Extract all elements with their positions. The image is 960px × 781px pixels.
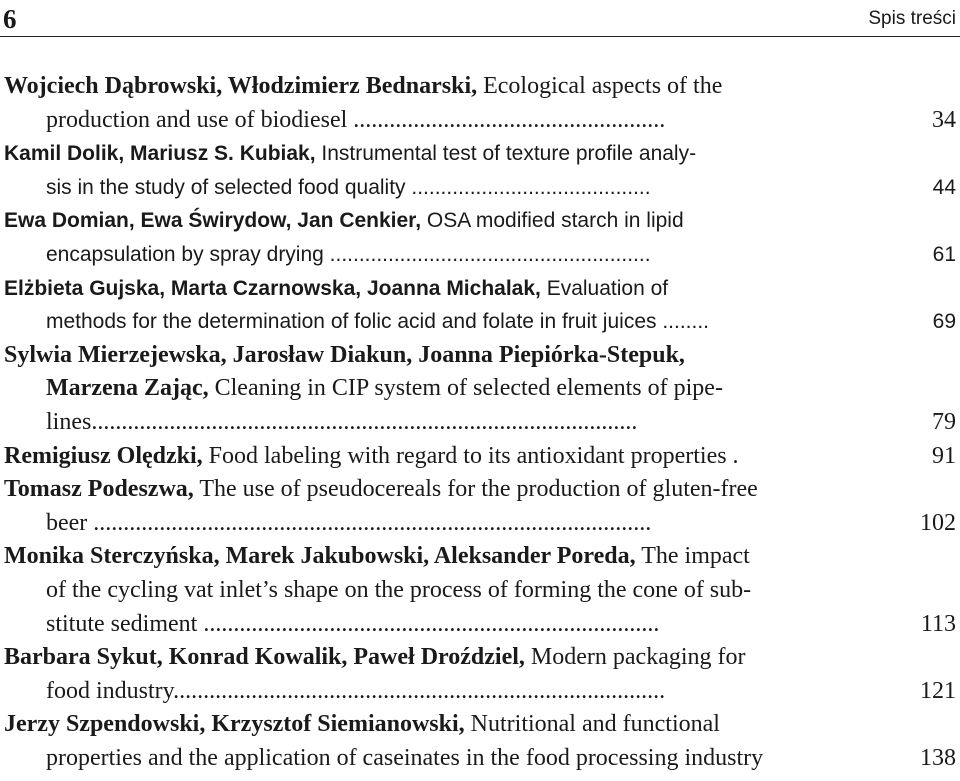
toc-entry-line [4,675,956,709]
toc-entry [4,708,956,775]
toc-entry-line [4,339,956,373]
toc-entry-title: Modern packaging for [524,644,746,671]
toc-entry-title: Cleaning in CIP system of selected elements of pipe- [208,375,723,402]
toc-entry [4,540,956,641]
page-number: 6 [3,4,17,34]
toc-entry-line [4,473,956,507]
toc-entry-page-number: 121 [920,677,956,704]
toc-entry-authors: Sylwia Mierzejewska, Jarosław Diakun, Joanna Piepiórka-Stepuk, [4,341,685,368]
toc-entry-line [4,272,956,306]
toc-entry-title: food industry.................................................................................. [46,677,666,704]
toc-entry-title: methods for the determination of folic acid and folate in fruit juices ........ [46,310,710,334]
toc-entry-page-number: 69 [932,310,956,334]
header-rule [0,36,960,37]
toc-entry-title: properties and the application of caseinates in the food processing industry [46,744,764,771]
toc-entry-title: sis in the study of selected food quality ......................................... [46,175,651,199]
toc-entry [4,339,956,440]
toc-entry-title: Food labeling with regard to its antioxidant properties . [202,442,739,469]
running-head: Spis treści [868,8,956,29]
toc-entry [4,272,956,339]
toc-entry [4,137,956,204]
toc-entry-title: stitute sediment ............................................................................ [46,610,660,637]
toc-entry-authors: Wojciech Dąbrowski, Włodzimierz Bednarski, [4,73,478,99]
toc-entry-line [4,608,956,642]
toc-entry-page-number: 79 [932,408,956,435]
toc-entry-authors: Barbara Sykut, Konrad Kowalik, Paweł Droździel, [4,644,525,671]
toc-entry-title: lines........................................................................................... [46,408,638,435]
toc-entry-page-number: 61 [932,242,956,266]
toc-entry-title: encapsulation by spray drying ....................................................... [46,242,651,266]
toc-entry-authors: Jerzy Szpendowski, Krzysztof Siemianowski, [4,711,465,738]
toc-entry-authors: Marzena Zając, [46,375,209,402]
toc-entry [4,473,956,540]
toc-entry-line [4,104,956,138]
toc-entry-line [4,70,956,104]
toc-entry-title: The impact [635,543,750,570]
toc-entry-title: OSA modified starch in lipid [421,209,684,233]
toc-entry-authors: Monika Sterczyńska, Marek Jakubowski, Aleksander Poreda, [4,543,636,570]
toc-entry-line [4,708,956,742]
toc-entry-title: Ecological aspects of the [477,73,723,99]
toc-entry [4,440,956,474]
toc-entry-authors: Kamil Dolik, Mariusz S. Kubiak, [4,142,316,166]
toc-entry-title: Nutritional and functional [464,711,720,738]
toc-entry-title: production and use of biodiesel .................................................... [46,106,666,133]
toc-entry-title: beer ............................................................................................. [46,509,652,536]
toc-entry-title: Instrumental test of texture profile analy- [315,142,697,166]
toc-entry-line [4,305,956,339]
toc-entry-line [4,204,956,238]
toc-entry-line [4,440,956,474]
toc-entry-line [4,372,956,406]
toc-entry-line [4,137,956,171]
toc-entry-title: Evaluation of [540,276,669,300]
toc-entry-line [4,641,956,675]
toc-entry-page-number: 102 [920,509,956,536]
toc-entry-title: of the cycling vat inlet’s shape on the process of forming the cone of sub- [46,576,752,603]
table-of-contents [4,70,956,775]
toc-entry [4,70,956,137]
toc-entry-page-number: 138 [920,744,956,771]
toc-entry-page-number: 34 [932,106,956,133]
toc-entry-authors: Elżbieta Gujska, Marta Czarnowska, Joanna Michalak, [4,276,541,300]
toc-entry-line [4,507,956,541]
toc-entry [4,641,956,708]
toc-entry-line [4,171,956,205]
toc-entry-title: The use of pseudocereals for the production of gluten-free [193,476,758,503]
toc-entry [4,204,956,271]
toc-entry-line [4,742,956,776]
toc-entry-authors: Remigiusz Olędzki, [4,442,203,469]
toc-entry-line [4,574,956,608]
toc-entry-authors: Tomasz Podeszwa, [4,476,194,503]
toc-entry-page-number: 44 [932,175,956,199]
toc-entry-page-number: 113 [920,610,956,637]
toc-entry-authors: Ewa Domian, Ewa Świrydow, Jan Cenkier, [4,209,422,233]
toc-entry-line [4,238,956,272]
toc-entry-line [4,540,956,574]
toc-entry-line [4,406,956,440]
toc-entry-page-number: 91 [932,442,956,469]
